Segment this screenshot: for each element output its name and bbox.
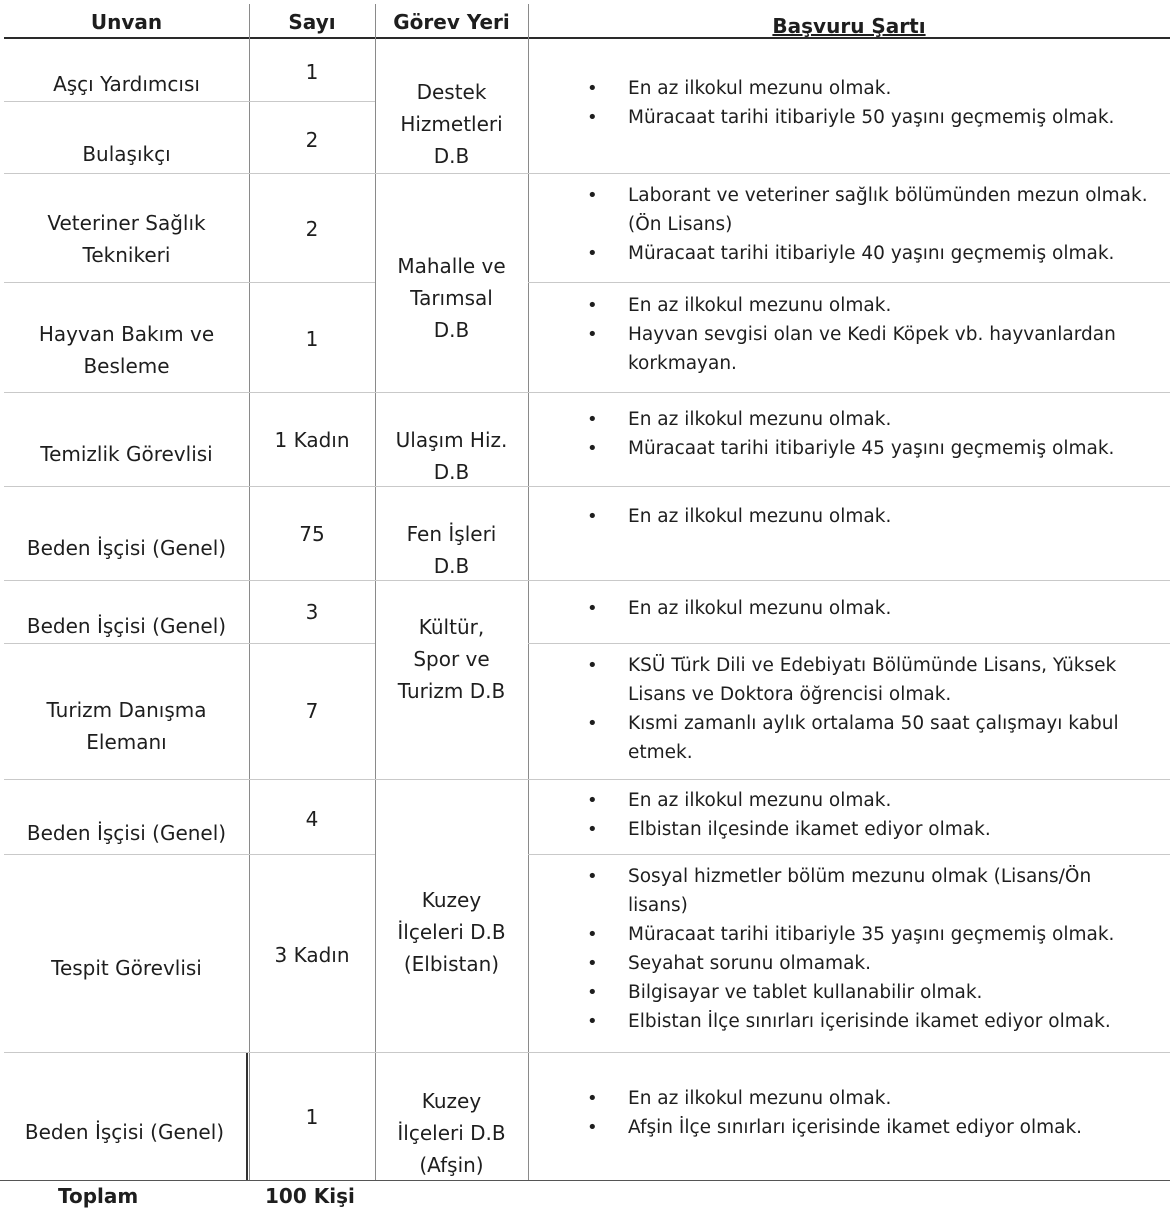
place-cell: Ulaşım Hiz. D.B (395, 428, 508, 484)
requirement-block (585, 502, 1155, 531)
requirement-item: • Elbistan İlçe sınırları içerisinde ikamet ediyor olmak. (585, 1007, 1155, 1036)
title-cell: Beden İşçisi (Genel) (26, 821, 227, 845)
column-divider (249, 4, 250, 1180)
place-cell: Fen İşleri D.B (406, 522, 497, 578)
requirement-item: • Seyahat sorunu olmamak. (585, 949, 1155, 978)
requirement-block (585, 1084, 1155, 1142)
requirement-item: • En az ilkokul mezunu olmak. (585, 405, 1155, 434)
row-divider (528, 282, 1170, 283)
table-bottom-rule (0, 1180, 1170, 1181)
header-place: Görev Yeri (393, 10, 510, 34)
row-divider (4, 779, 1170, 780)
count-cell: 1 (305, 1105, 319, 1129)
title-cell: Turizm Danışma Elemanı (46, 698, 207, 754)
row-divider (4, 1052, 1170, 1053)
title-cell: Tespit Görevlisi (51, 956, 202, 980)
column-divider (375, 4, 376, 1180)
requirement-item: • Laborant ve veteriner sağlık bölümünden mezun olmak. (Ön Lisans) (585, 181, 1155, 239)
row-divider (528, 643, 1170, 644)
requirement-block (585, 594, 1155, 623)
total-label: Toplam (58, 1184, 139, 1208)
column-divider (528, 4, 529, 1180)
count-cell: 1 Kadın (274, 428, 350, 452)
title-cell: Bulaşıkçı (82, 142, 171, 166)
row-divider (4, 282, 375, 283)
row-divider (528, 854, 1170, 855)
place-cell: Kültür, Spor ve Turizm D.B (397, 615, 506, 703)
requirement-block (585, 181, 1155, 268)
count-cell: 2 (305, 128, 319, 152)
place-cell: Mahalle ve Tarımsal D.B (397, 254, 506, 342)
place-cell: Destek Hizmetleri D.B (400, 80, 503, 168)
count-cell: 3 Kadın (274, 943, 350, 967)
requirement-block (585, 651, 1155, 767)
requirement-block (585, 786, 1155, 844)
row-divider (4, 392, 1170, 393)
requirement-block (585, 862, 1155, 1036)
requirement-item: • Müracaat tarihi itibariyle 50 yaşını geçmemiş olmak. (585, 103, 1155, 132)
title-cell: Beden İşçisi (Genel) (24, 1120, 225, 1144)
requirement-item: • Afşin İlçe sınırları içerisinde ikamet ediyor olmak. (585, 1113, 1155, 1142)
count-cell: 4 (305, 807, 319, 831)
title-cell: Veteriner Sağlık Teknikeri (47, 211, 206, 267)
requirement-item: • Hayvan sevgisi olan ve Kedi Köpek vb. hayvanlardan korkmayan. (585, 320, 1155, 378)
requirement-item: • KSÜ Türk Dili ve Edebiyatı Bölümünde Lisans, Yüksek Lisans ve Doktora öğrencisi olmak. (585, 651, 1155, 709)
requirement-item: • En az ilkokul mezunu olmak. (585, 74, 1155, 103)
requirement-item: • Kısmi zamanlı aylık ortalama 50 saat çalışmayı kabul etmek. (585, 709, 1155, 767)
count-cell: 1 (305, 327, 319, 351)
title-cell: Beden İşçisi (Genel) (26, 536, 227, 560)
requirement-item: • Müracaat tarihi itibariyle 35 yaşını geçmemiş olmak. (585, 920, 1155, 949)
total-value: 100 Kişi (265, 1184, 355, 1208)
count-cell: 7 (305, 699, 319, 723)
requirement-item: • Elbistan ilçesinde ikamet ediyor olmak. (585, 815, 1155, 844)
requirement-item: • En az ilkokul mezunu olmak. (585, 502, 1155, 531)
row-divider (4, 580, 1170, 581)
title-cell: Aşçı Yardımcısı (53, 72, 200, 96)
row-divider (4, 486, 1170, 487)
requirement-item: • En az ilkokul mezunu olmak. (585, 594, 1155, 623)
place-cell: Kuzey İlçeleri D.B (Afşin) (397, 1089, 506, 1177)
requirement-block (585, 74, 1155, 132)
header-count: Sayı (288, 10, 336, 34)
requirement-block (585, 405, 1155, 463)
requirement-item: • En az ilkokul mezunu olmak. (585, 786, 1155, 815)
requirement-block (585, 291, 1155, 378)
place-cell: Kuzey İlçeleri D.B (Elbistan) (397, 888, 506, 976)
requirement-item: • En az ilkokul mezunu olmak. (585, 1084, 1155, 1113)
title-cell: Temizlik Görevlisi (40, 442, 213, 466)
requirement-item: • Müracaat tarihi itibariyle 45 yaşını geçmemiş olmak. (585, 434, 1155, 463)
requirement-item: • Sosyal hizmetler bölüm mezunu olmak (Lisans/Ön lisans) (585, 862, 1155, 920)
count-cell: 75 (299, 522, 325, 546)
header-title: Unvan (90, 10, 163, 34)
title-cell: Beden İşçisi (Genel) (26, 614, 227, 638)
requirement-item: • Bilgisayar ve tablet kullanabilir olmak. (585, 978, 1155, 1007)
requirement-item: • En az ilkokul mezunu olmak. (585, 291, 1155, 320)
count-cell: 1 (305, 60, 319, 84)
title-cell: Hayvan Bakım ve Besleme (38, 322, 215, 378)
count-cell: 3 (305, 600, 319, 624)
count-cell: 2 (305, 217, 319, 241)
requirement-item: • Müracaat tarihi itibariyle 40 yaşını geçmemiş olmak. (585, 239, 1155, 268)
header-requirement: Başvuru Şartı (772, 14, 926, 38)
